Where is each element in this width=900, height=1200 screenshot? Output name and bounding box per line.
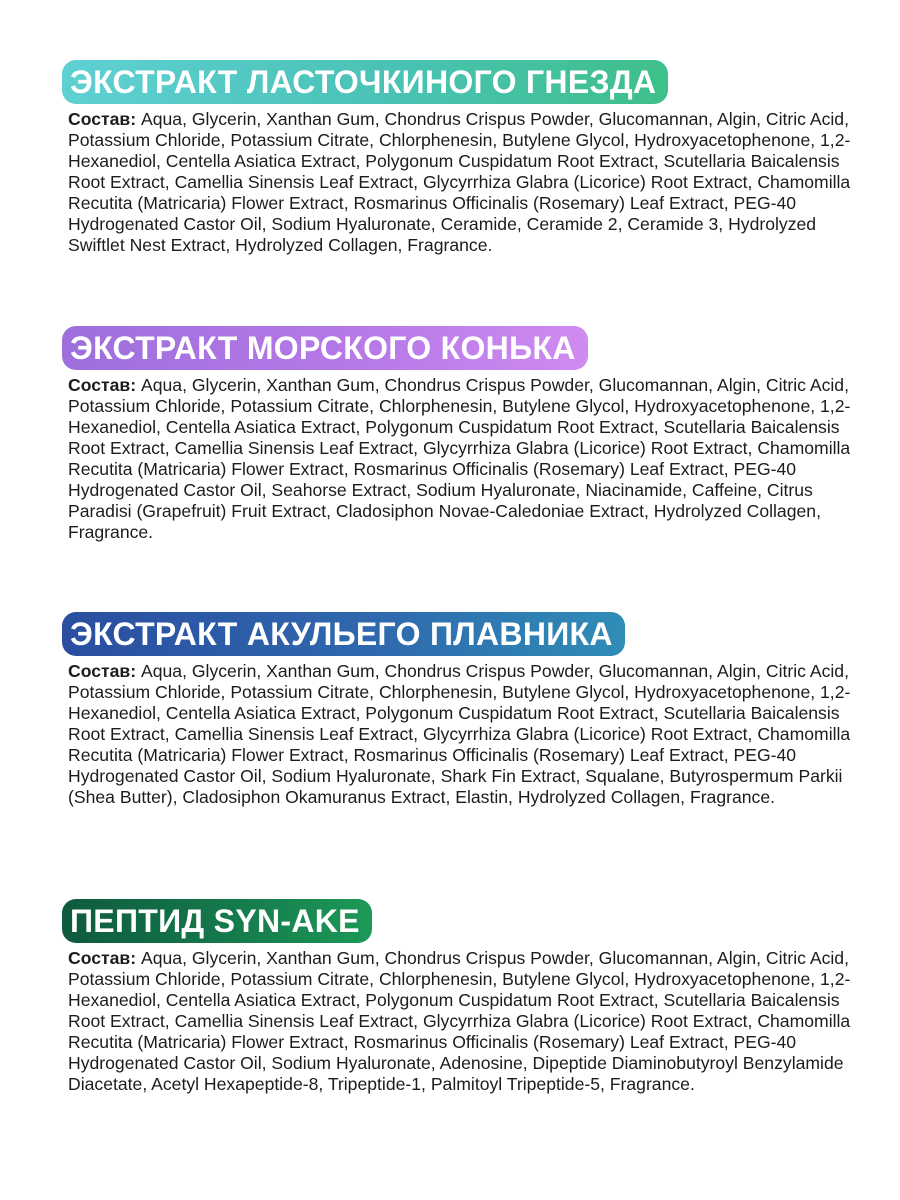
section-swiftlet-nest: [62, 60, 852, 256]
section-title: ЭКСТРАКТ АКУЛЬЕГО ПЛАВНИКА: [62, 612, 625, 656]
section-title: ПЕПТИД SYN-AKE: [62, 899, 372, 943]
composition-label: Состав:: [68, 948, 137, 968]
section-title: ЭКСТРАКТ ЛАСТОЧКИНОГО ГНЕЗДА: [62, 60, 668, 104]
composition-label: Состав:: [68, 375, 137, 395]
section-syn-ake: [62, 899, 852, 1095]
composition-label: Состав:: [68, 661, 137, 681]
composition-text: [68, 948, 856, 1095]
ingredients-list: Aqua, Glycerin, Xanthan Gum, Chondrus Crispus Powder, Glucomannan, Algin, Citric Acid, Potassium Chloride, Potassium Citrate, Chlorphenesin, Butylene Glycol, Hydroxyacetophenone, 1,2-Hexanediol, Centella Asiatica Extract, Polygonum Cuspidatum Root Extract, Scutellaria Baicalensis Root Extract, Camellia Sinensis Leaf Extract, Glycyrrhiza Glabra (Licorice) Root Extract, Chamomilla Recutita (Matricaria) Flower Extract, Rosmarinus Officinalis (Rosemary) Leaf Extract, PEG-40 Hydrogenated Castor Oil, Sodium Hyaluronate, Shark Fin Extract, Squalane, Butyrospermum Parkii (Shea Butter), Cladosiphon Okamuranus Extract, Elastin, Hydrolyzed Collagen, Fragrance.: [68, 661, 851, 807]
ingredients-list: Aqua, Glycerin, Xanthan Gum, Chondrus Crispus Powder, Glucomannan, Algin, Citric Acid, Potassium Chloride, Potassium Citrate, Chlorphenesin, Butylene Glycol, Hydroxyacetophenone, 1,2-Hexanediol, Centella Asiatica Extract, Polygonum Cuspidatum Root Extract, Scutellaria Baicalensis Root Extract, Camellia Sinensis Leaf Extract, Glycyrrhiza Glabra (Licorice) Root Extract, Chamomilla Recutita (Matricaria) Flower Extract, Rosmarinus Officinalis (Rosemary) Leaf Extract, PEG-40 Hydrogenated Castor Oil, Sodium Hyaluronate, Adenosine, Dipeptide Diaminobutyroyl Benzylamide Diacetate, Acetyl Hexapeptide-8, Tripeptide-1, Palmitoyl Tripeptide-5, Fragrance.: [68, 948, 851, 1094]
section-shark-fin: [62, 612, 852, 808]
section-seahorse: [62, 326, 852, 543]
composition-text: [68, 109, 856, 256]
composition-label: Состав:: [68, 109, 137, 129]
ingredients-list: Aqua, Glycerin, Xanthan Gum, Chondrus Crispus Powder, Glucomannan, Algin, Citric Acid, Potassium Chloride, Potassium Citrate, Chlorphenesin, Butylene Glycol, Hydroxyacetophenone, 1,2-Hexanediol, Centella Asiatica Extract, Polygonum Cuspidatum Root Extract, Scutellaria Baicalensis Root Extract, Camellia Sinensis Leaf Extract, Glycyrrhiza Glabra (Licorice) Root Extract, Chamomilla Recutita (Matricaria) Flower Extract, Rosmarinus Officinalis (Rosemary) Leaf Extract, PEG-40 Hydrogenated Castor Oil, Seahorse Extract, Sodium Hyaluronate, Niacinamide, Caffeine, Citrus Paradisi (Grapefruit) Fruit Extract, Cladosiphon Novae-Caledoniae Extract, Hydrolyzed Collagen, Fragrance.: [68, 375, 851, 542]
composition-text: [68, 375, 856, 543]
composition-text: [68, 661, 856, 808]
section-title: ЭКСТРАКТ МОРСКОГО КОНЬКА: [62, 326, 588, 370]
ingredients-list: Aqua, Glycerin, Xanthan Gum, Chondrus Crispus Powder, Glucomannan, Algin, Citric Acid, Potassium Chloride, Potassium Citrate, Chlorphenesin, Butylene Glycol, Hydroxyacetophenone, 1,2-Hexanediol, Centella Asiatica Extract, Polygonum Cuspidatum Root Extract, Scutellaria Baicalensis Root Extract, Camellia Sinensis Leaf Extract, Glycyrrhiza Glabra (Licorice) Root Extract, Chamomilla Recutita (Matricaria) Flower Extract, Rosmarinus Officinalis (Rosemary) Leaf Extract, PEG-40 Hydrogenated Castor Oil, Sodium Hyaluronate, Ceramide, Ceramide 2, Ceramide 3, Hydrolyzed Swiftlet Nest Extract, Hydrolyzed Collagen, Fragrance.: [68, 109, 851, 255]
